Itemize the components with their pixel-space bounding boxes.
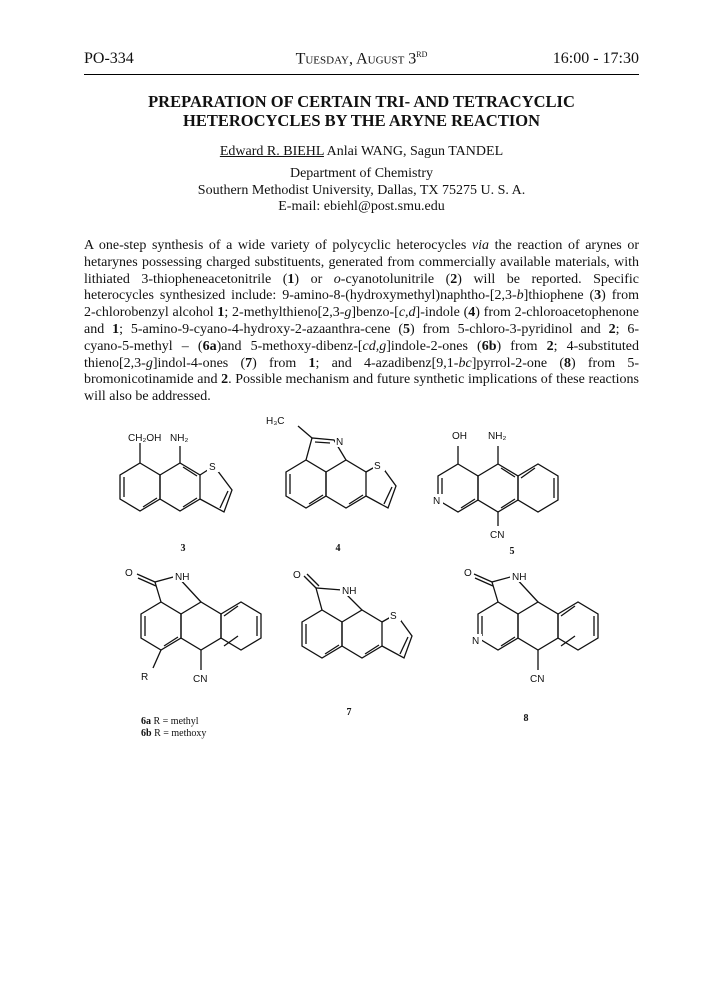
abstract-text: A one-step synthesis of a wide variety of polycyclic heterocycles via the reaction of arynes or hetarynes possessing charged substituents, generated from commercially available materials, with lithiated 3-thiopheneacetonitrile (1) or o-cyanotolunitrile (2) will be reported. Specific heterocycles synthesized include: 9-amino-8-(hydroxymethyl)naphtho-[2,3-b]thiophene (3) from 2-chlorobenzyl alcohol 1; 2-methylthieno[2,3-g]benzo-[c,d]-indole (4) from 2-chloroacetophenone and 1; 5-amino-9-cyano-4-hydroxy-2-azaanthra-cene (5) from 5-chloro-3-pyridinol and 2; 6-cyano-5-methyl – (6a)and 5-methoxy-dibenz-[cd,g]indole-2-ones (6b) from 2; 4-substituted thieno[2,3-g]indol-4-ones (7) from 1; and 4-azadibenz[9,1-bc]pyrrol-2-one (8) from 5-bromonicotinamide and 2. Possible mechanism and future synthetic implications of these reactions will also be addressed. (84, 238, 640, 405)
email: E-mail: ebiehl@post.smu.edu (278, 199, 445, 214)
structure-8 (452, 562, 612, 702)
cyano-label: CN (193, 674, 208, 685)
nh-label: NH (175, 572, 190, 583)
structure-3-label: 3 (180, 543, 186, 554)
co-authors: Anlai WANG, Sagun TANDEL (323, 144, 504, 159)
ring-nitrogen-label: N (433, 496, 441, 507)
poster-code: PO-334 (84, 50, 134, 67)
cyano-label: CN (530, 674, 545, 685)
nitrogen-label: N (336, 437, 344, 448)
department: Department of Chemistry (289, 166, 434, 181)
sulfur-label: S (374, 461, 381, 472)
structure-6-label: 6a R = methyl 6b R = methoxy (141, 716, 207, 739)
paper-title: PREPARATION OF CERTAIN TRI- AND TETRACYCLIC HETEROCYCLES BY THE ARYNE REACTION (148, 92, 575, 130)
carbonyl-oxygen-label: O (125, 568, 133, 579)
nh-label: NH (342, 586, 357, 597)
page-header (84, 50, 639, 75)
carbonyl-oxygen-label: O (464, 568, 472, 579)
structure-7-label: 7 (346, 707, 352, 718)
presenting-author: Edward R. BIEHL (219, 144, 324, 159)
sulfur-label: S (390, 611, 397, 622)
structure-4 (262, 412, 412, 532)
structure-4-label: 4 (335, 543, 341, 554)
structure-8-label: 8 (523, 713, 529, 724)
r-substituent-label: R (141, 672, 149, 683)
hydroxymethyl-label: CH₂OH (128, 433, 162, 444)
session-day: Tuesday, August 3RD (295, 50, 428, 68)
nh-label: NH (512, 572, 527, 583)
structure-3 (110, 428, 250, 538)
structure-5-label: 5 (509, 546, 515, 557)
methyl-label: H₃C (266, 416, 285, 427)
ring-nitrogen-label: N (472, 636, 480, 647)
amino-label: NH₂ (170, 433, 189, 444)
session-time: 16:00 - 17:30 (552, 50, 639, 67)
author-list (84, 144, 639, 160)
affiliation (84, 166, 639, 216)
sulfur-label: S (209, 462, 216, 473)
hydroxyl-label: OH (452, 431, 467, 442)
carbonyl-oxygen-label: O (293, 570, 301, 581)
structure-6 (115, 562, 275, 702)
structure-5 (428, 426, 588, 551)
amino-label: NH₂ (488, 431, 507, 442)
cyano-label: CN (490, 530, 505, 541)
structure-7 (278, 566, 428, 686)
university: Southern Methodist University, Dallas, TX 75275 U. S. A. (197, 182, 526, 198)
